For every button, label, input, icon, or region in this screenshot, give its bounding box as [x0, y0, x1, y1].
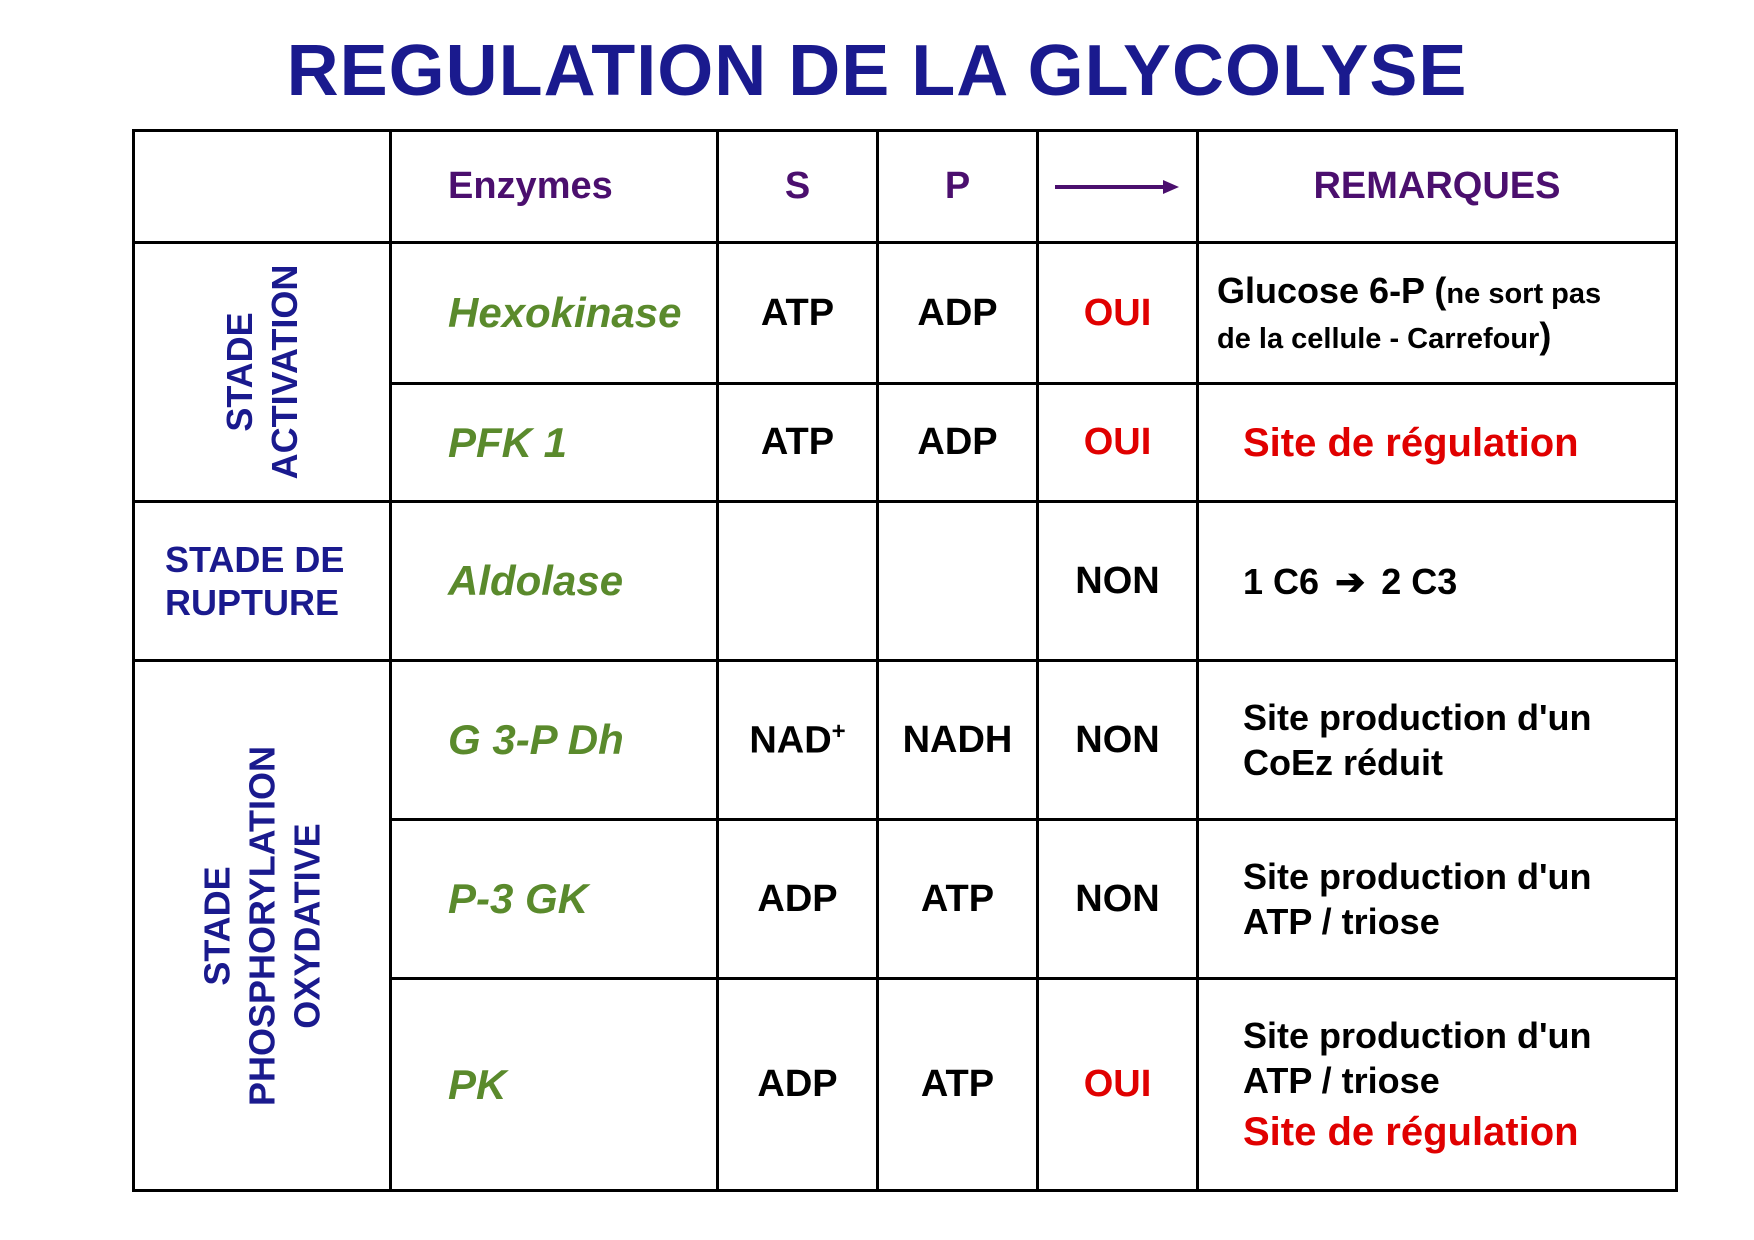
remark-line: Site production d'un — [1243, 697, 1592, 738]
header-row — [134, 131, 1677, 243]
stage-rupture — [134, 502, 391, 661]
substrate-cell: ATP — [718, 384, 878, 502]
product-cell — [878, 502, 1038, 661]
remark-text: Glucose 6-P ( — [1217, 270, 1447, 311]
remark-line: CoEz réduit — [1243, 742, 1444, 783]
remark-line: ATP / triose — [1243, 901, 1440, 942]
remark-text: 1 C6 — [1243, 560, 1320, 602]
substrate-cell: ATP — [718, 243, 878, 384]
superscript: + — [831, 717, 846, 745]
header-remarks: REMARQUES — [1198, 131, 1677, 243]
irreversible-cell: NON — [1038, 502, 1198, 661]
stage-rupture-line2: RUPTURE — [165, 582, 340, 623]
substrate-cell: ADP — [718, 979, 878, 1191]
right-arrow-icon — [1053, 177, 1183, 197]
remark-line: Site production d'un — [1243, 856, 1592, 897]
remark-text: 2 C3 — [1381, 560, 1458, 602]
remark-text: ) — [1539, 315, 1552, 356]
remark-line: ATP / triose — [1243, 1059, 1440, 1101]
irreversible-cell: OUI — [1038, 243, 1198, 384]
header-enzymes: Enzymes — [391, 131, 718, 243]
remark-small: de la cellule - Carrefour — [1217, 323, 1540, 355]
remark-cell — [1198, 502, 1677, 661]
product-cell: ADP — [878, 243, 1038, 384]
substrate-cell: ADP — [718, 820, 878, 979]
enzyme-pk: PK — [391, 979, 718, 1191]
remark-cell — [1198, 820, 1677, 979]
irreversible-cell: OUI — [1038, 384, 1198, 502]
remark-cell — [1198, 243, 1677, 384]
remark-cell — [1198, 979, 1677, 1191]
product-cell: NADH — [878, 661, 1038, 820]
product-cell: ATP — [878, 820, 1038, 979]
header-arrow — [1038, 131, 1198, 243]
enzyme-g3pdh: G 3-P Dh — [391, 661, 718, 820]
table-row — [134, 661, 1677, 820]
enzyme-aldolase: Aldolase — [391, 502, 718, 661]
product-cell: ATP — [878, 979, 1038, 1191]
remark-alert: Site de régulation — [1243, 1109, 1579, 1154]
irreversible-cell: OUI — [1038, 979, 1198, 1191]
stage-activation-line2: ACTIVATION — [264, 264, 305, 480]
remark-cell — [1198, 661, 1677, 820]
table-row — [134, 502, 1677, 661]
stage-activation — [134, 243, 391, 502]
product-cell: ADP — [878, 384, 1038, 502]
enzyme-hexokinase: Hexokinase — [391, 243, 718, 384]
substrate-text: NAD — [749, 719, 832, 762]
table-row — [134, 243, 1677, 384]
stage-phosphorylation-line1: STADE — [196, 865, 238, 986]
header-product: P — [878, 131, 1038, 243]
page-title: REGULATION DE LA GLYCOLYSE — [286, 31, 1468, 111]
enzyme-p3gk: P-3 GK — [391, 820, 718, 979]
stage-rupture-line1: STADE DE — [165, 538, 345, 580]
remark-small: ne sort pas — [1446, 278, 1602, 310]
substrate-cell — [718, 502, 878, 661]
stage-phosphorylation-line2: PHOSPHORYLATION — [241, 745, 283, 1106]
right-arrow-icon: ➔ — [1335, 560, 1366, 602]
irreversible-cell: NON — [1038, 661, 1198, 820]
glycolysis-table — [132, 129, 1678, 1192]
remark-line: Site production d'un — [1243, 1014, 1592, 1056]
corner-cell — [134, 131, 391, 243]
stage-phosphorylation-line3: OXYDATIVE — [286, 822, 328, 1029]
header-substrate: S — [718, 131, 878, 243]
irreversible-cell: NON — [1038, 820, 1198, 979]
stage-activation-line1: STADE — [219, 312, 260, 432]
enzyme-pfk1: PFK 1 — [391, 384, 718, 502]
remark-cell: Site de régulation — [1198, 384, 1677, 502]
stage-phosphorylation — [134, 661, 391, 1191]
substrate-cell — [718, 661, 878, 820]
